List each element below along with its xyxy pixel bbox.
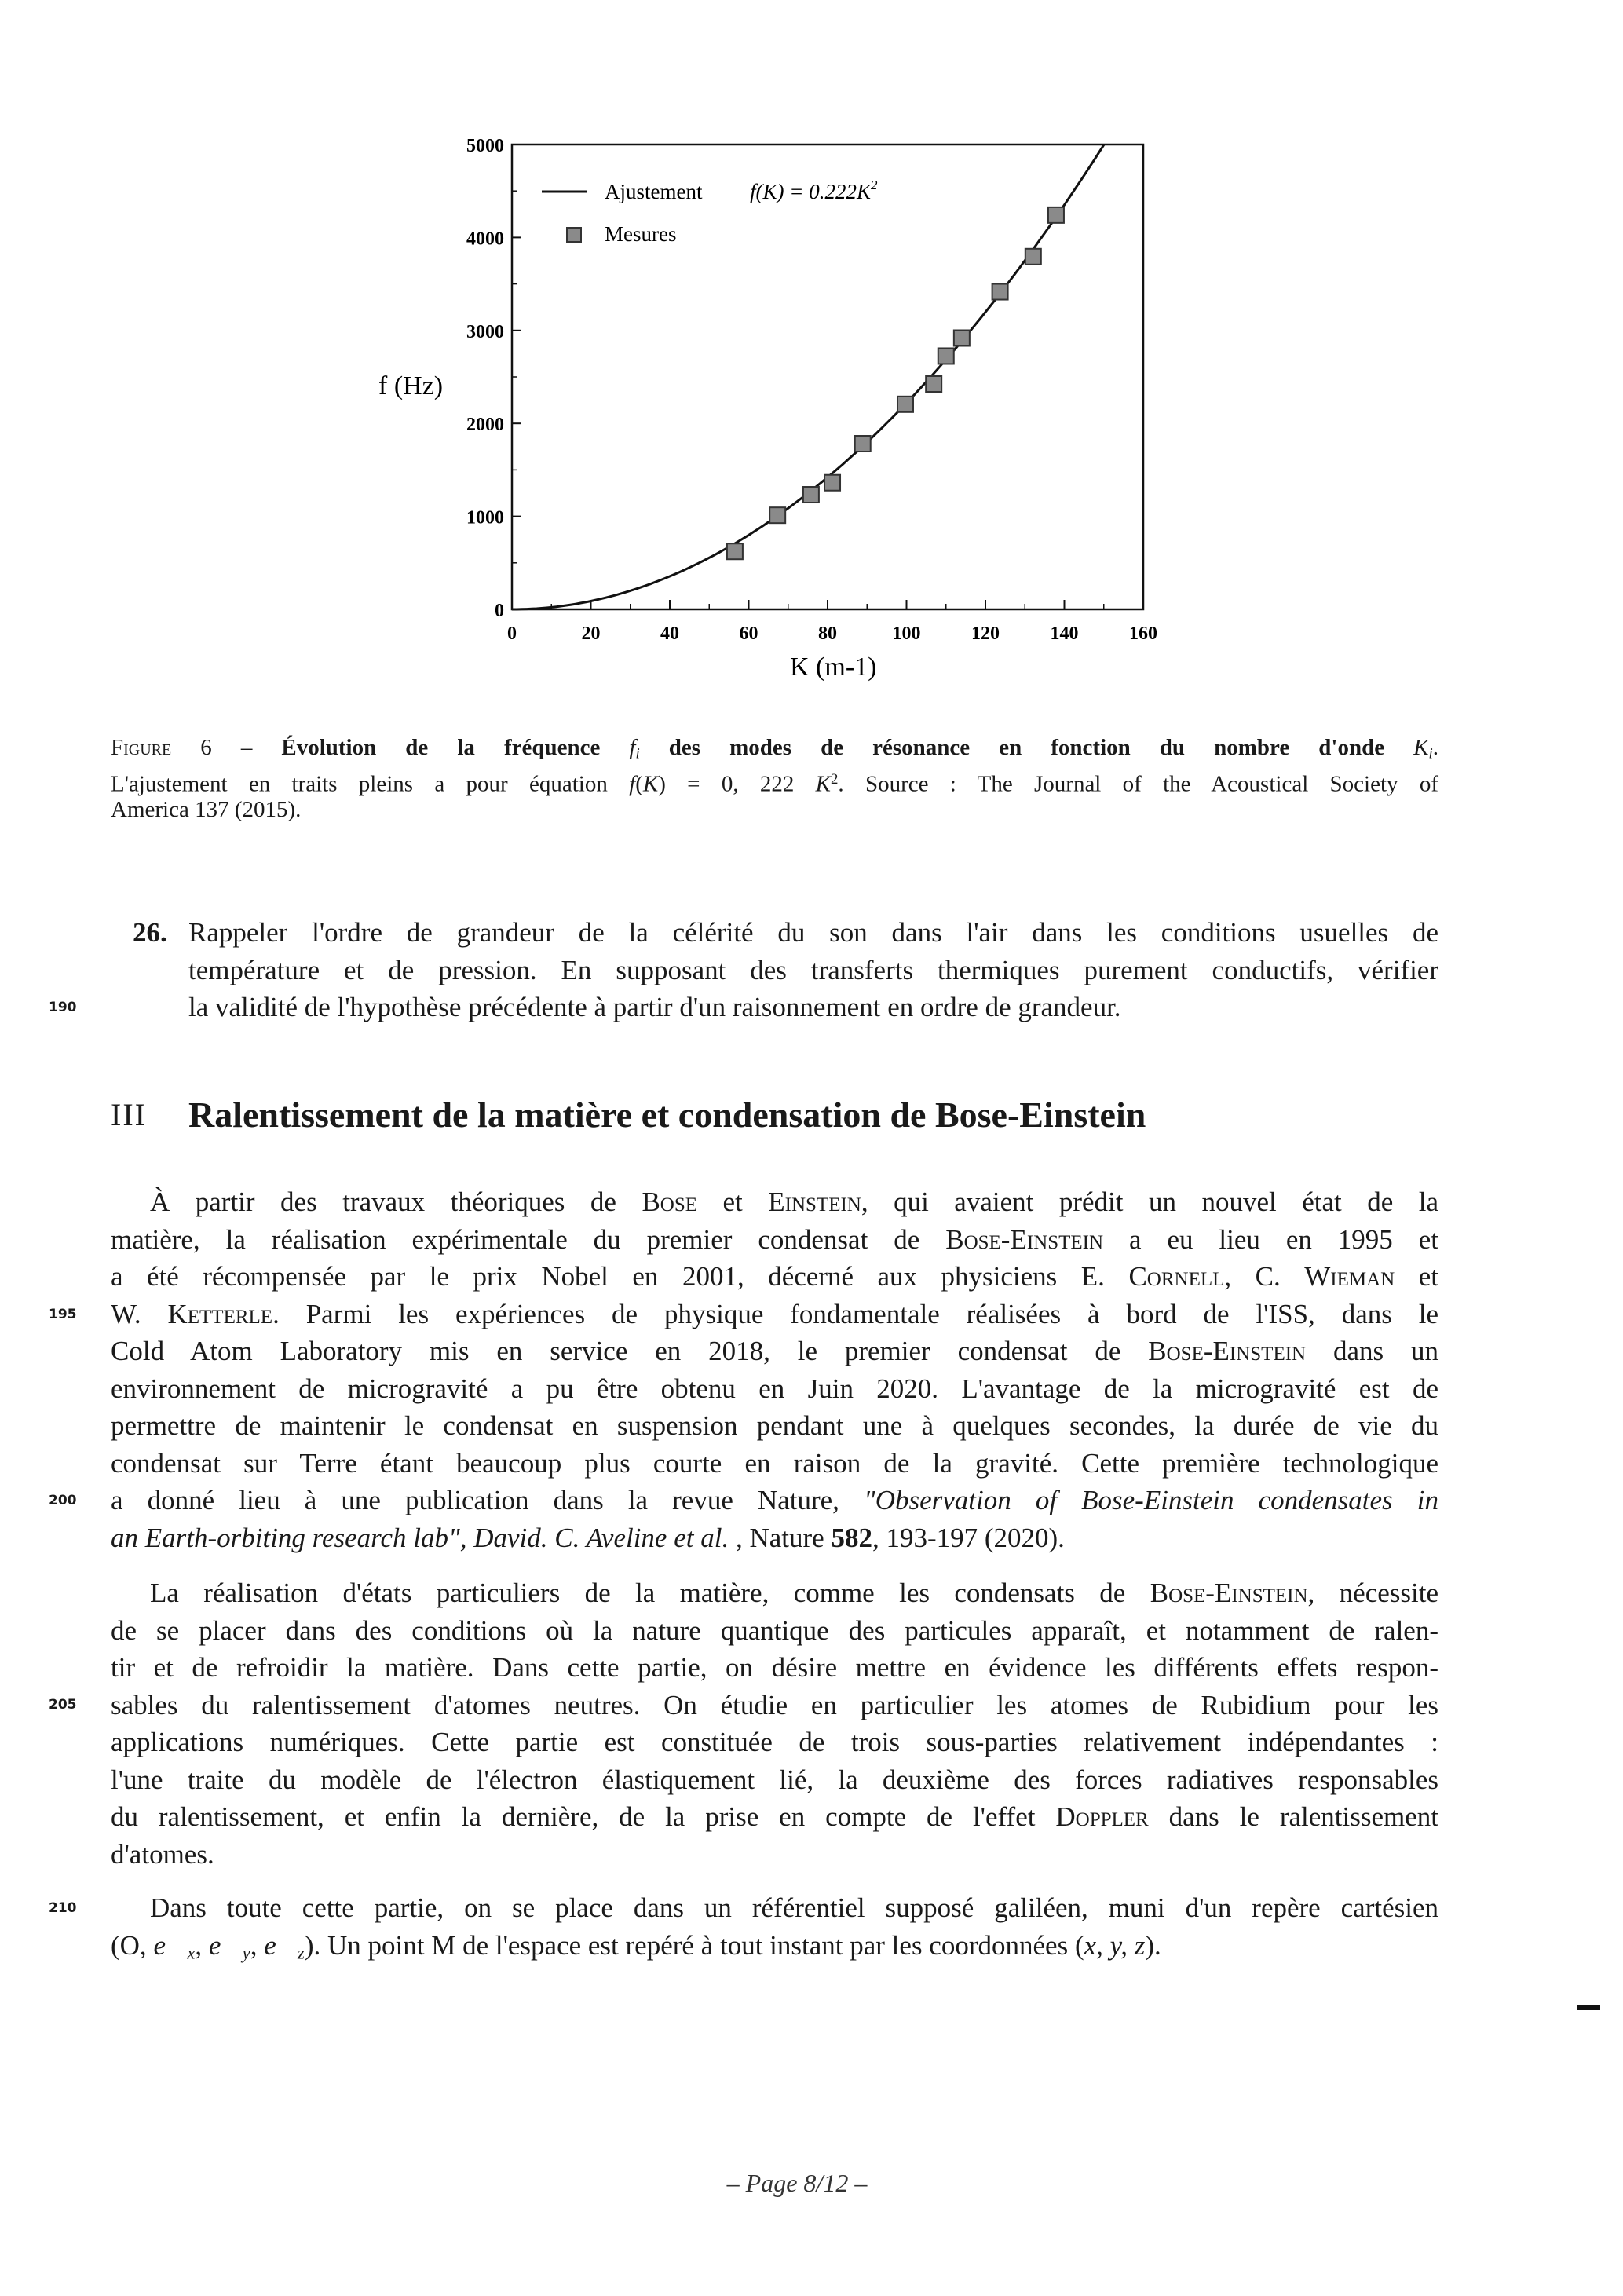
section-number: III: [111, 1097, 147, 1132]
measurement-point: [803, 487, 819, 503]
question-number: 26.: [133, 917, 167, 948]
text-run-sub: x: [187, 1943, 196, 1963]
text-run: L'ajustement en traits pleins a pour équation: [111, 770, 630, 796]
text-run-i: "Observation of Bose-Einstein condensates in: [864, 1485, 1438, 1515]
text-run-sc: Bose: [642, 1186, 698, 1217]
text-run: , Nature: [729, 1522, 832, 1553]
paragraph-frame: [111, 1889, 1438, 1964]
text-line: [111, 1258, 1438, 1296]
text-line: [111, 1519, 1438, 1557]
text-run: (O,: [111, 1929, 154, 1961]
text-run: a donné lieu à une publication dans la revue Nature,: [111, 1485, 865, 1515]
line-number: 200: [49, 1493, 77, 1508]
y-axis-label: f (Hz): [378, 371, 444, 400]
text-run-i: K: [642, 770, 659, 796]
line-number: 205: [49, 1697, 77, 1713]
measurement-point: [926, 376, 941, 392]
paragraph-objectives: [111, 1574, 1438, 1873]
measurement-point: [954, 331, 970, 346]
text-run: –: [211, 735, 282, 760]
text-line: [188, 952, 1438, 989]
text-line: [111, 1296, 1438, 1333]
text-run: ).: [1145, 1929, 1161, 1961]
text-run: température et de pression. En supposant des transferts thermiques purement conductifs, vérifier: [188, 954, 1438, 985]
text-line: [111, 1183, 1438, 1221]
figure-6-chart: [0, 0, 1623, 707]
text-line: [111, 1407, 1438, 1445]
text-run-sc: Ketterle: [167, 1298, 273, 1329]
figure-caption: [111, 733, 1438, 826]
text-run: du ralentissement, et enfin la dernière, de la prise en compte de l'effet: [111, 1801, 1056, 1832]
y-tick-label: 5000: [466, 136, 504, 156]
text-run: permettre de maintenir le condensat en suspension pendant une à quelques secondes, la durée de vie du: [111, 1410, 1438, 1441]
text-run: tir et de refroidir la matière. Dans cette partie, on désire mettre en évidence les différents effets respon-: [111, 1652, 1438, 1683]
text-run-sc: Bose-Einstein: [1150, 1578, 1308, 1608]
text-run: , qui avaient prédit un nouvel état de la: [861, 1186, 1438, 1217]
text-run: dans un: [1306, 1336, 1438, 1366]
text-run-sub: i: [1428, 745, 1433, 762]
text-run: ,: [195, 1929, 209, 1961]
paragraph-intro: [111, 1183, 1438, 1556]
text-run-i: x, y, z: [1084, 1929, 1146, 1961]
x-tick-label: 80: [818, 623, 837, 644]
measurement-point: [769, 507, 785, 523]
text-run: La réalisation d'états particuliers de la matière, comme les condensats de: [150, 1578, 1150, 1608]
measurement-point: [1025, 249, 1041, 265]
text-run: et: [697, 1186, 769, 1217]
text-run-sc: Einstein: [768, 1186, 861, 1217]
text-run: Dans toute cette partie, on se place dans un référentiel supposé galiléen, muni d'un repère cartésien: [150, 1892, 1438, 1923]
text-line: [188, 989, 1438, 1026]
fit-curve: [512, 144, 1104, 609]
text-run-sub: i: [635, 745, 640, 762]
x-tick-label: 120: [971, 623, 1000, 644]
text-run-sub: y: [242, 1943, 250, 1963]
line-number: 210: [49, 1900, 77, 1916]
text-line: [111, 733, 1438, 764]
legend-equation-text: f(K) = 0.222K: [750, 180, 871, 203]
x-tick-label: 160: [1129, 623, 1157, 644]
y-tick-label: 1000: [466, 507, 504, 528]
text-run: la validité de l'hypothèse précédente à partir d'un raisonnement en ordre de grandeur.: [188, 992, 1121, 1022]
text-run-i: K: [1413, 735, 1429, 760]
text-run: . Parmi les expériences de physique fondamentale réalisées à bord de l'ISS, dans le: [272, 1298, 1439, 1329]
text-line: [111, 1370, 1438, 1408]
text-run-sc: Doppler: [1055, 1801, 1149, 1832]
measurement-point: [897, 397, 913, 412]
legend-equation-sup: 2: [870, 177, 878, 192]
text-run: W.: [111, 1298, 168, 1329]
x-tick-label: 100: [892, 623, 921, 644]
measurement-point: [855, 436, 871, 452]
text-run: et: [1395, 1261, 1438, 1292]
measurement-point: [824, 475, 840, 491]
text-run: ,: [250, 1929, 265, 1961]
text-line: [111, 1612, 1438, 1650]
question-text: [188, 914, 1438, 1026]
text-run-sc: Bose-Einstein: [945, 1223, 1104, 1255]
x-tick-label: 60: [739, 623, 758, 644]
text-run-i: K: [815, 770, 831, 796]
text-line: [111, 1687, 1438, 1724]
measurement-point: [1048, 207, 1064, 223]
x-tick-label: 20: [581, 623, 601, 644]
text-run: a été récompensée par le prix Nobel en 2001, décerné aux physiciens E.: [111, 1261, 1129, 1292]
text-run: dans le ralentissement: [1148, 1801, 1438, 1832]
text-line: [111, 795, 1438, 826]
text-run: condensat sur Terre étant beaucoup plus courte en raison de la gravité. Cette première technologique: [111, 1447, 1438, 1479]
text-run-sc: Figure 6: [111, 735, 212, 760]
x-tick-label: 140: [1050, 623, 1079, 644]
text-run: l'une traite du modèle de l'électron élastiquement lié, la deuxième des forces radiatives responsables: [111, 1764, 1438, 1795]
section-heading: [111, 1093, 1146, 1137]
text-run: a eu lieu en 1995 et: [1103, 1223, 1438, 1255]
text-run: environnement de microgravité a pu être obtenu en Juin 2020. L'avantage de la microgravité est de: [111, 1373, 1438, 1404]
text-line: [111, 1798, 1438, 1836]
line-number: 195: [49, 1307, 77, 1322]
text-line: [188, 914, 1438, 952]
text-run-i: e⃗: [153, 1929, 188, 1961]
text-run-i: e⃗: [264, 1929, 298, 1961]
text-line: [111, 1761, 1438, 1799]
text-run: ). Un point M de l'espace est repéré à tout instant par les coordonnées (: [304, 1929, 1084, 1961]
x-axis-label: K (m-1): [790, 653, 877, 682]
text-line: [111, 1482, 1438, 1519]
text-run: d'atomes.: [111, 1838, 214, 1870]
text-run: , C.: [1224, 1261, 1305, 1292]
legend-equation: [750, 177, 878, 203]
scan-artifact-mark: [1577, 2005, 1600, 2010]
text-run-b: des modes de résonance en fonction du nombre d'onde: [639, 735, 1414, 760]
text-line: [111, 1574, 1438, 1612]
x-tick-label: 40: [660, 623, 679, 644]
text-run-b: Évolution de la fréquence: [281, 735, 630, 760]
text-line: [111, 1724, 1438, 1761]
text-run-i: e⃗: [208, 1929, 243, 1961]
legend-label-measures: Mesures: [605, 222, 677, 246]
y-tick-label: 3000: [466, 321, 504, 342]
text-run-sup: 2: [831, 770, 839, 788]
y-tick-label: 0: [495, 601, 504, 621]
y-tick-label: 4000: [466, 229, 504, 250]
measurement-point: [727, 543, 743, 559]
text-run-i: an Earth-orbiting research lab", David. C. Aveline et al.: [111, 1522, 729, 1553]
section-title: Ralentissement de la matière et condensation de Bose-Einstein: [188, 1095, 1146, 1135]
text-line: [111, 1649, 1438, 1687]
text-run-i: f: [629, 770, 636, 796]
chart-marks: [512, 144, 1104, 609]
legend-marker-swatch: [567, 228, 581, 242]
text-run: sables du ralentissement d'atomes neutres. On étudie en particulier les atomes de Rubidium pour les: [111, 1689, 1438, 1720]
text-run-sub: z: [297, 1943, 305, 1963]
text-run-sc: Bose-Einstein: [1148, 1336, 1307, 1366]
legend-label-fit: Ajustement: [605, 180, 703, 203]
text-run-i: f: [629, 735, 636, 760]
text-line: [111, 1889, 1438, 1927]
text-run: (: [635, 770, 643, 796]
text-line: [111, 1221, 1438, 1259]
text-run: .: [1432, 735, 1438, 760]
text-run: Cold Atom Laboratory mis en service en 2018, le premier condensat de: [111, 1336, 1149, 1366]
text-run: de se placer dans des conditions où la nature quantique des particules apparaît, et notamment de ralen-: [111, 1614, 1438, 1646]
y-tick-label: 2000: [466, 415, 504, 436]
text-run: America 137 (2015).: [111, 797, 302, 822]
text-line: [111, 1333, 1438, 1370]
text-run-sc: Wieman: [1304, 1261, 1395, 1292]
text-run: applications numériques. Cette partie est constituée de trois sous-parties relativement indépendantes :: [111, 1727, 1438, 1757]
chart-legend: [542, 177, 878, 246]
text-run: , nécessite: [1307, 1578, 1439, 1608]
x-tick-label: 0: [507, 623, 517, 644]
line-number: 190: [49, 1000, 77, 1015]
text-run-sc: Cornell: [1128, 1261, 1225, 1292]
text-run: ) = 0, 222: [658, 770, 816, 796]
text-run-b: 582: [831, 1522, 872, 1553]
text-run: , 193-197 (2020).: [872, 1522, 1065, 1553]
text-run: matière, la réalisation expérimentale du premier condensat de: [111, 1223, 946, 1255]
text-run: . Source : The Journal of the Acoustical Society of: [838, 770, 1438, 796]
text-line: [111, 1445, 1438, 1483]
text-line: [111, 1927, 1438, 1965]
measurement-point: [938, 348, 954, 364]
page-footer: – Page 8/12 –: [726, 2169, 868, 2197]
text-line: [111, 764, 1438, 795]
text-run: À partir des travaux théoriques de: [150, 1186, 642, 1217]
measurement-point: [992, 284, 1008, 300]
text-run: Rappeler l'ordre de grandeur de la célérité du son dans l'air dans les conditions usuelles de: [188, 917, 1438, 948]
text-line: [111, 1836, 1438, 1874]
